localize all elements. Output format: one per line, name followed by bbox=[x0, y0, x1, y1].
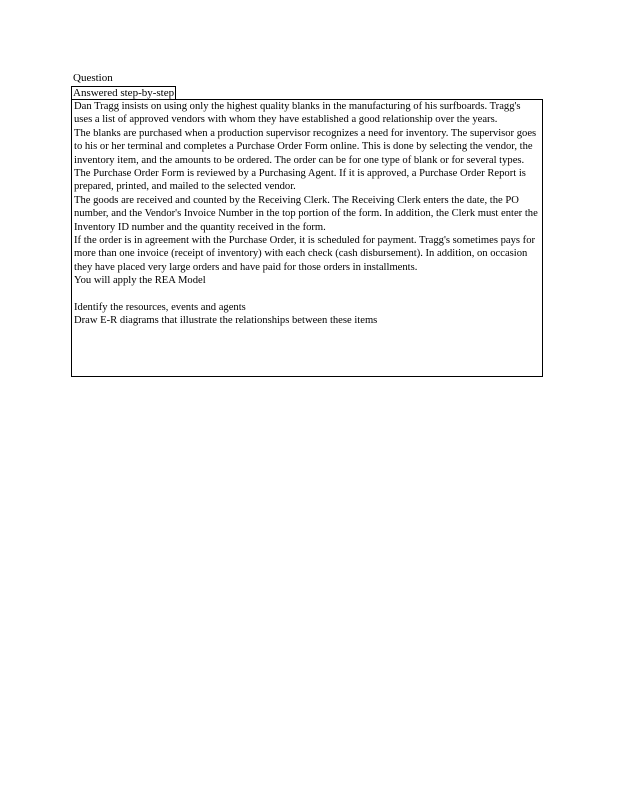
task-identify: Identify the resources, events and agents bbox=[74, 302, 246, 314]
paragraph-purchasing: The blanks are purchased when a production supervisor recognizes a need for inventory. The supervisor goes to his or her terminal and completes a Purchase Order Form online. This is done by selecting the vendor, the inventory item, and the amounts to be ordered. The order can be for one type of blank or for several types. The Purchase Order Form is reviewed by a Purchasing Agent. If it is approved, a Purchase Order Report is prepared, printed, and mailed to the selected vendor. bbox=[74, 127, 537, 193]
answered-step-by-step-badge: Answered step-by-step bbox=[73, 87, 175, 99]
paragraph-receiving: The goods are received and counted by the Receiving Clerk. The Receiving Clerk enters the date, the PO number, and the Vendor's Invoice Number in the top portion of the form. In addition, the Clerk must enter the Inventory ID number and the quantity received in the form. bbox=[74, 194, 538, 233]
question-label: Question bbox=[73, 72, 113, 84]
task-draw-er: Draw E-R diagrams that illustrate the relationships between these items bbox=[74, 315, 378, 327]
blank-line bbox=[74, 288, 540, 301]
paragraph-payment: If the order is in agreement with the Purchase Order, it is scheduled for payment. Tragg's sometimes pays for more than one invoice (receipt of inventory) with each check (cash disbursement). In addition, on occasion they have placed very large orders and have paid for those orders in installments. bbox=[74, 235, 536, 273]
paragraph-rea-model: You will apply the REA Model bbox=[74, 275, 206, 287]
question-content-box bbox=[71, 99, 543, 377]
paragraph-intro: Dan Tragg insists on using only the highest quality blanks in the manufacturing of his surfboards. Tragg's uses a list of approved vendors with whom they have established a good relationship over the years. bbox=[74, 101, 521, 126]
